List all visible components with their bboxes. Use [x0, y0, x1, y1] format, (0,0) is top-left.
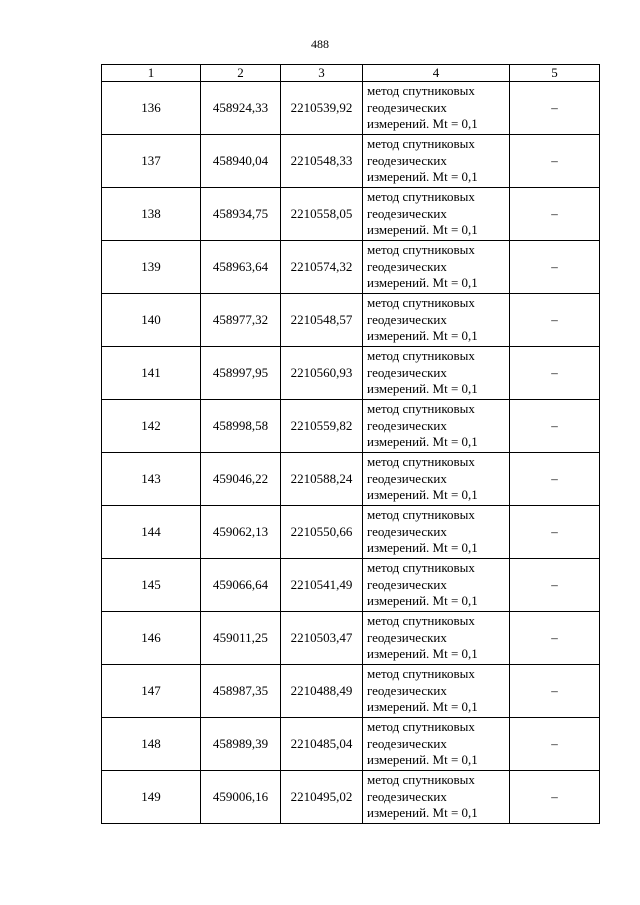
method-line-3: измерений. Mt = 0,1	[367, 593, 478, 609]
coordinates-table	[101, 64, 600, 824]
x-coordinate-cell: 458924,33	[201, 82, 281, 135]
method-cell	[363, 294, 510, 347]
y-coordinate-cell: 2210558,05	[281, 188, 363, 241]
method-line-1: метод спутниковых	[367, 136, 475, 152]
method-line-1: метод спутниковых	[367, 666, 475, 682]
x-coordinate-cell: 458989,39	[201, 718, 281, 771]
note-cell: –	[510, 347, 600, 400]
y-coordinate-cell: 2210539,92	[281, 82, 363, 135]
point-number-cell: 138	[102, 188, 201, 241]
point-number-cell: 141	[102, 347, 201, 400]
note-cell: –	[510, 135, 600, 188]
method-cell	[363, 718, 510, 771]
method-line-3: измерений. Mt = 0,1	[367, 540, 478, 556]
method-line-1: метод спутниковых	[367, 772, 475, 788]
table-row	[102, 347, 600, 400]
point-number-cell: 145	[102, 559, 201, 612]
method-line-2: геодезических	[367, 682, 447, 698]
method-line-3: измерений. Mt = 0,1	[367, 222, 478, 238]
point-number-cell: 147	[102, 665, 201, 718]
table-header-row	[102, 65, 600, 82]
y-coordinate-cell: 2210559,82	[281, 400, 363, 453]
note-cell: –	[510, 718, 600, 771]
method-line-3: измерений. Mt = 0,1	[367, 752, 478, 768]
table-row	[102, 771, 600, 824]
method-line-3: измерений. Mt = 0,1	[367, 169, 478, 185]
note-cell: –	[510, 294, 600, 347]
method-cell	[363, 347, 510, 400]
method-line-3: измерений. Mt = 0,1	[367, 381, 478, 397]
method-line-3: измерений. Mt = 0,1	[367, 805, 478, 821]
x-coordinate-cell: 459011,25	[201, 612, 281, 665]
method-line-2: геодезических	[367, 417, 447, 433]
table-row	[102, 506, 600, 559]
method-line-1: метод спутниковых	[367, 719, 475, 735]
method-line-2: геодезических	[367, 258, 447, 274]
table-row	[102, 665, 600, 718]
note-cell: –	[510, 665, 600, 718]
y-coordinate-cell: 2210574,32	[281, 241, 363, 294]
table-row	[102, 241, 600, 294]
method-line-3: измерений. Mt = 0,1	[367, 699, 478, 715]
y-coordinate-cell: 2210485,04	[281, 718, 363, 771]
x-coordinate-cell: 459066,64	[201, 559, 281, 612]
method-line-1: метод спутниковых	[367, 189, 475, 205]
point-number-cell: 137	[102, 135, 201, 188]
method-line-2: геодезических	[367, 576, 447, 592]
method-cell	[363, 771, 510, 824]
table-row	[102, 188, 600, 241]
method-line-3: измерений. Mt = 0,1	[367, 434, 478, 450]
y-coordinate-cell: 2210541,49	[281, 559, 363, 612]
table-row	[102, 612, 600, 665]
header-col-4: 4	[363, 65, 510, 82]
point-number-cell: 149	[102, 771, 201, 824]
table-row	[102, 453, 600, 506]
method-line-3: измерений. Mt = 0,1	[367, 328, 478, 344]
method-line-2: геодезических	[367, 788, 447, 804]
method-line-2: геодезических	[367, 205, 447, 221]
method-line-1: метод спутниковых	[367, 83, 475, 99]
method-line-1: метод спутниковых	[367, 454, 475, 470]
method-line-2: геодезических	[367, 152, 447, 168]
method-cell	[363, 506, 510, 559]
method-line-1: метод спутниковых	[367, 507, 475, 523]
method-cell	[363, 665, 510, 718]
method-line-2: геодезических	[367, 523, 447, 539]
point-number-cell: 136	[102, 82, 201, 135]
point-number-cell: 143	[102, 453, 201, 506]
note-cell: –	[510, 612, 600, 665]
y-coordinate-cell: 2210488,49	[281, 665, 363, 718]
x-coordinate-cell: 459006,16	[201, 771, 281, 824]
note-cell: –	[510, 506, 600, 559]
x-coordinate-cell: 458998,58	[201, 400, 281, 453]
method-cell	[363, 612, 510, 665]
method-line-1: метод спутниковых	[367, 242, 475, 258]
table-row	[102, 718, 600, 771]
method-cell	[363, 400, 510, 453]
point-number-cell: 140	[102, 294, 201, 347]
point-number-cell: 144	[102, 506, 201, 559]
method-line-2: геодезических	[367, 470, 447, 486]
method-cell	[363, 82, 510, 135]
x-coordinate-cell: 458963,64	[201, 241, 281, 294]
x-coordinate-cell: 458977,32	[201, 294, 281, 347]
table-row	[102, 135, 600, 188]
y-coordinate-cell: 2210588,24	[281, 453, 363, 506]
point-number-cell: 142	[102, 400, 201, 453]
x-coordinate-cell: 459046,22	[201, 453, 281, 506]
method-line-3: измерений. Mt = 0,1	[367, 116, 478, 132]
method-cell	[363, 559, 510, 612]
method-line-3: измерений. Mt = 0,1	[367, 275, 478, 291]
header-col-1: 1	[102, 65, 201, 82]
y-coordinate-cell: 2210503,47	[281, 612, 363, 665]
table-row	[102, 294, 600, 347]
x-coordinate-cell: 459062,13	[201, 506, 281, 559]
point-number-cell: 146	[102, 612, 201, 665]
note-cell: –	[510, 453, 600, 506]
method-line-1: метод спутниковых	[367, 560, 475, 576]
y-coordinate-cell: 2210548,33	[281, 135, 363, 188]
note-cell: –	[510, 559, 600, 612]
method-line-2: геодезических	[367, 629, 447, 645]
x-coordinate-cell: 458934,75	[201, 188, 281, 241]
note-cell: –	[510, 771, 600, 824]
note-cell: –	[510, 188, 600, 241]
note-cell: –	[510, 82, 600, 135]
x-coordinate-cell: 458940,04	[201, 135, 281, 188]
header-col-2: 2	[201, 65, 281, 82]
header-col-3: 3	[281, 65, 363, 82]
y-coordinate-cell: 2210548,57	[281, 294, 363, 347]
method-line-1: метод спутниковых	[367, 295, 475, 311]
method-cell	[363, 135, 510, 188]
x-coordinate-cell: 458987,35	[201, 665, 281, 718]
method-line-1: метод спутниковых	[367, 348, 475, 364]
note-cell: –	[510, 400, 600, 453]
method-line-2: геодезических	[367, 311, 447, 327]
method-line-2: геодезических	[367, 99, 447, 115]
method-cell	[363, 188, 510, 241]
note-cell: –	[510, 241, 600, 294]
y-coordinate-cell: 2210550,66	[281, 506, 363, 559]
method-line-3: измерений. Mt = 0,1	[367, 487, 478, 503]
method-line-3: измерений. Mt = 0,1	[367, 646, 478, 662]
method-line-1: метод спутниковых	[367, 401, 475, 417]
y-coordinate-cell: 2210495,02	[281, 771, 363, 824]
page-number: 488	[311, 37, 329, 51]
header-col-5: 5	[510, 65, 600, 82]
point-number-cell: 139	[102, 241, 201, 294]
y-coordinate-cell: 2210560,93	[281, 347, 363, 400]
method-cell	[363, 453, 510, 506]
method-line-2: геодезических	[367, 735, 447, 751]
method-line-1: метод спутниковых	[367, 613, 475, 629]
table-row	[102, 400, 600, 453]
table-body	[102, 82, 600, 824]
table-row	[102, 559, 600, 612]
method-cell	[363, 241, 510, 294]
method-line-2: геодезических	[367, 364, 447, 380]
x-coordinate-cell: 458997,95	[201, 347, 281, 400]
table-row	[102, 82, 600, 135]
point-number-cell: 148	[102, 718, 201, 771]
